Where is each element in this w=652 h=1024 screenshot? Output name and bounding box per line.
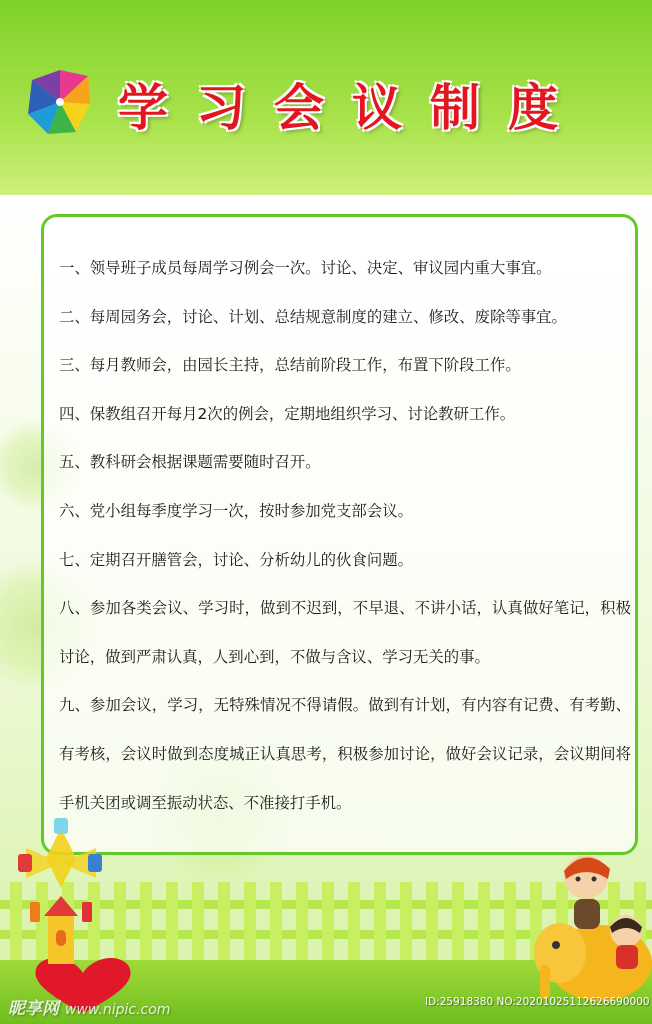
site-watermark <box>8 994 170 1019</box>
rule-item: 二、每周园务会，讨论、计划、总结规意制度的建立、修改、废除等事宜。 <box>59 307 567 326</box>
page-title: 学习会议制度 <box>118 79 586 137</box>
rule-item: 一、领导班子成员每周学习例会一次。讨论、决定、审议园内重大事宜。 <box>59 259 552 277</box>
rule-item: 三、每月教师会，由园长主持，总结前阶段工作，布置下阶段工作。 <box>59 356 521 375</box>
image-id-text: ID:25918380 NO:20201025112626690000 <box>425 996 650 1008</box>
watermark-url: www.nipic.com <box>64 1002 171 1018</box>
rule-item: 四、保教组召开每月2次的例会，定期地组织学习、讨论教研工作。 <box>59 404 516 423</box>
rules-list <box>59 244 631 827</box>
rule-item: 六、党小组每季度学习一次，按时参加党支部会议。 <box>59 501 413 520</box>
watermark-logo: 昵享网 <box>8 999 59 1019</box>
rule-item: 九、参加会议，学习，无特殊情况不得请假。做到有计划，有内容有记费、有考勤、有考核，会议时做到态度城正认真思考，积极参加讨论，做好会议记录，会议期间将手机关团或调至振动状态、不准接打手机。 <box>59 696 631 812</box>
kids-on-elephant-illustration <box>520 845 652 1005</box>
rule-item: 七、定期召开膳管会，讨论、分析幼儿的伙食问题。 <box>59 550 413 569</box>
rule-item: 八、参加各类会议、学习时，做到不迟到，不早退、不讲小话，认真做好笔记，积极讨论，做到严肃认真，人到心到，不做与含议、学习无关的事。 <box>59 599 631 666</box>
pinwheel-icon <box>18 60 102 144</box>
rule-item: 五、教科研会根据课题需要随时召开。 <box>59 453 321 472</box>
lighthouse-illustration <box>16 818 106 968</box>
